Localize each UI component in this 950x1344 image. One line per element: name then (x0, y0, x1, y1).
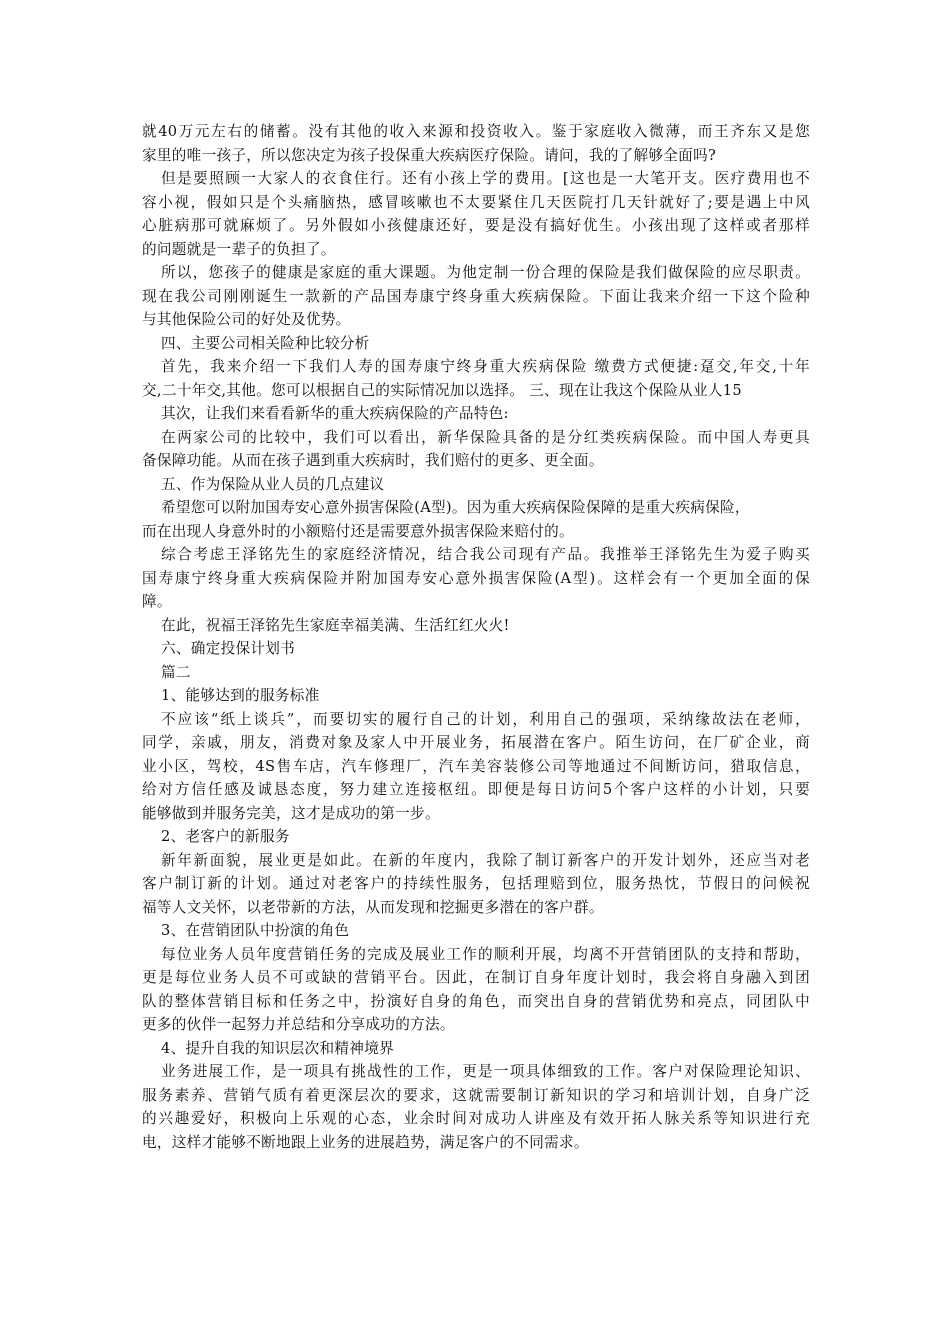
text-line: 首先，我来介绍一下我们人寿的国寿康宁终身重大疾病保险 缴费方式便捷:趸交,年交,十年 (161, 358, 810, 375)
text-line: 希望您可以附加国寿安心意外损害保险(A型)。因为重大疾病保险保障的是重大疾病保险， (161, 499, 750, 516)
text-line: 不应该“纸上谈兵”，而要切实的履行自己的计划，利用自己的强项，采纳缘故法在老师， (161, 710, 810, 728)
text-line: 更多的伙伴一起努力并总结和分享成功的方法。 (142, 1016, 455, 1033)
text-line: 篇二 (161, 663, 191, 681)
text-line: 交,二十年交,其他。您可以根据自己的实际情况加以选择。 三、现在让我这个保险从业人15 (142, 381, 742, 399)
text-line: 能够做到并服务完美，这才是成功的第一步。 (142, 804, 440, 822)
text-line: 业小区，驾校，4S售车店，汽车修理厂，汽车美容装修公司等地通过不间断访问，猎取信息， (142, 757, 810, 775)
text-line: 队的整体营销目标和任务之中，扮演好自身的角色，而突出自身的营销优势和亮点，同团队中 (142, 992, 810, 1010)
text-line: 其次，让我们来看看新华的重大疾病保险的产品特色: (161, 405, 509, 422)
text-line: 国寿康宁终身重大疾病保险并附加国寿安心意外损害保险(A型)。这样会有一个更加全面的保 (142, 569, 810, 587)
text-line: 就40万元左右的储蓄。没有其他的收入来源和投资收入。鉴于家庭收入微薄，而王齐东又是您 (142, 123, 810, 140)
text-line: 五、作为保险从业人员的几点建议 (161, 475, 385, 493)
text-line: 障。 (142, 593, 172, 610)
text-line: 电，这样才能够不断地跟上业务的进展趋势，满足客户的不同需求。 (142, 1133, 589, 1151)
text-line: 备保障功能。从而在孩子遇到重大疾病时，我们赔付的更多、更全面。 (142, 452, 604, 469)
text-line: 现在我公司刚刚诞生一款新的产品国寿康宁终身重大疾病保险。下面让我来介绍一下这个险种 (142, 287, 810, 305)
text-line: 福等人文关怀，以老带新的方法，从而发现和挖掘更多潜在的客户群。 (142, 898, 604, 916)
text-line: 每位业务人员年度营销任务的完成及展业工作的顺利开展，均离不开营销团队的支持和帮助， (161, 945, 810, 963)
text-line: 更是每位业务人员不可或缺的营销平台。因此，在制订自身年度计划时，我会将自身融入到团 (142, 969, 810, 986)
text-line: 而在出现人身意外时的小额赔付还是需要意外损害保险来赔付的。 (142, 522, 574, 540)
text-line: 心脏病那可就麻烦了。另外假如小孩健康还好，要是没有搞好优生。小孩出现了这样或者那样 (142, 217, 810, 234)
text-line: 的问题就是一辈子的负担了。 (142, 240, 336, 258)
text-line: 四、主要公司相关险种比较分析 (161, 334, 370, 352)
text-line: 但是要照顾一大家人的衣食住行。还有小孩上学的费用。[这也是一大笔开支。医疗费用也不 (161, 170, 810, 187)
text-line: 在两家公司的比较中，我们可以看出，新华保险具备的是分红类疾病保险。而中国人寿更具 (161, 428, 810, 446)
text-line: 的兴趣爱好，积极向上乐观的心态，业余时间对成功人讲座及有效开拓人脉关系等知识进行充 (142, 1110, 810, 1127)
text-line: 服务素养、营销气质有着更深层次的要求，这就需要制订新知识的学习和培训计划，自身广泛 (142, 1086, 810, 1104)
text-line: 客户制订新的计划。通过对老客户的持续性服务，包括理赔到位，服务热忱，节假日的问候祝 (142, 875, 810, 892)
document-page (142, 120, 810, 1154)
text-line: 六、确定投保计划书 (161, 640, 296, 657)
text-line: 所以，您孩子的健康是家庭的重大课题。为他定制一份合理的保险是我们做保险的应尽职责。 (161, 264, 810, 281)
text-line: 在此，祝福王泽铭先生家庭幸福美满、生活红红火火! (161, 616, 510, 634)
text-line: 家里的唯一孩子，所以您决定为孩子投保重大疾病医疗保险。请问，我的了解够全面吗? (142, 146, 717, 164)
text-line: 新年新面貌，展业更是如此。在新的年度内，我除了制订新客户的开发计划外，还应当对老 (161, 851, 810, 869)
text-line: 综合考虑王泽铭先生的家庭经济情况，结合我公司现有产品。我推举王泽铭先生为爱子购买 (161, 546, 810, 563)
text-line: 4、提升自我的知识层次和精神境界 (161, 1039, 394, 1057)
text-line: 3、在营销团队中扮演的角色 (161, 922, 350, 939)
text-line: 2、老客户的新服务 (161, 828, 290, 845)
text-line: 容小视，假如只是个头痛脑热，感冒咳嗽也不太要紧住几天医院打几天针就好了;要是遇上中风 (142, 193, 810, 211)
text-line: 给对方信任感及诚恳态度，努力建立连接枢纽。即便是每日访问5个客户这样的小计划，只要 (142, 781, 810, 798)
text-line: 业务进展工作，是一项具有挑战性的工作，更是一项具体细致的工作。客户对保险理论知识、 (161, 1063, 810, 1080)
text-line: 同学，亲戚，朋友，消费对象及家人中开展业务，拓展潜在客户。陌生访问，在厂矿企业，商 (142, 734, 810, 751)
text-line: 1、能够达到的服务标准 (161, 687, 320, 704)
text-line: 与其他保险公司的好处及优势。 (142, 311, 351, 328)
